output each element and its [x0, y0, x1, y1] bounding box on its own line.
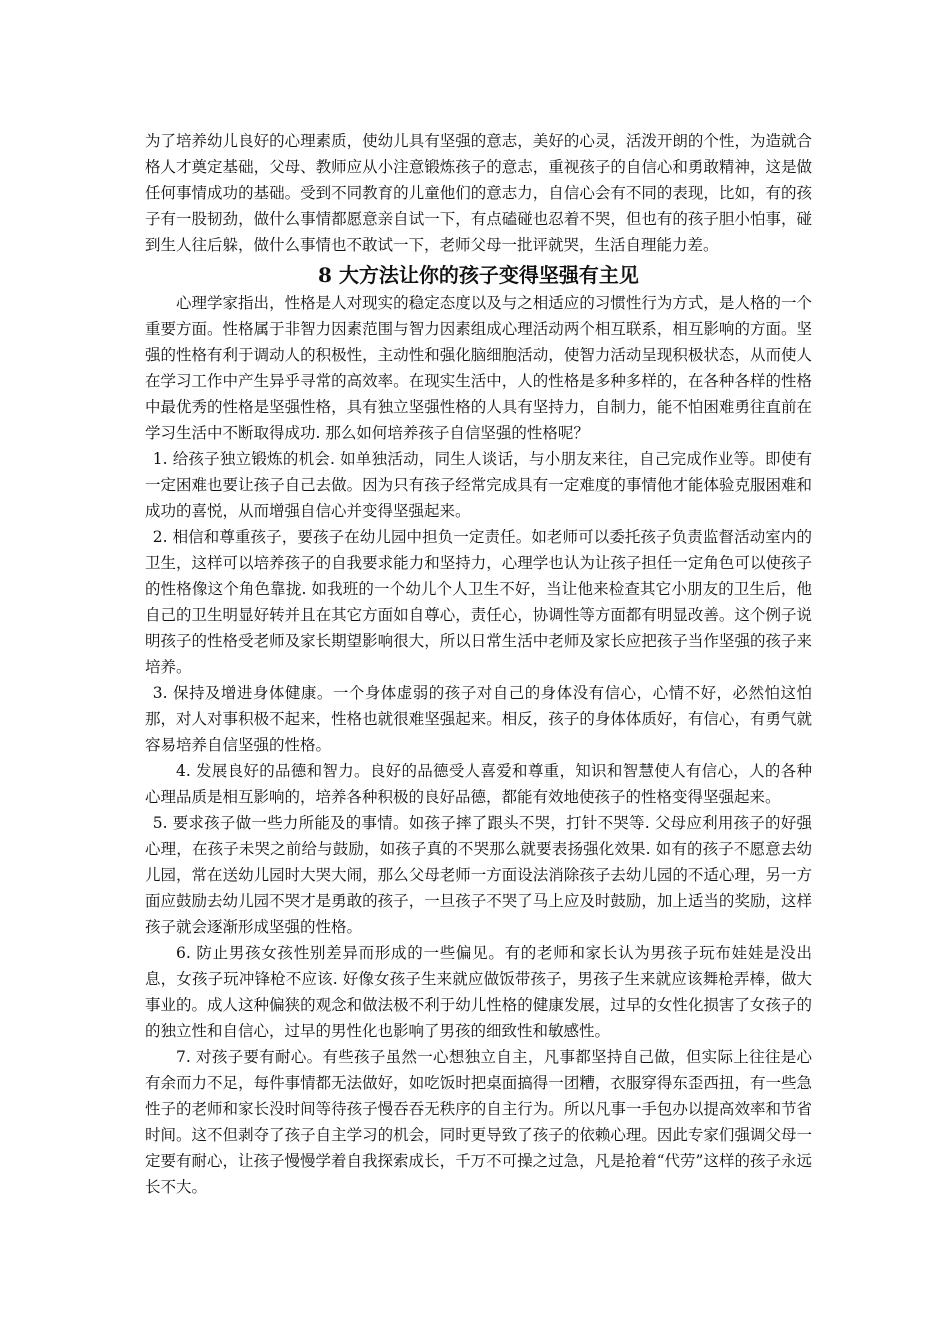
method-item-5: 5. 要求孩子做一些力所能及的事情。如孩子摔了跟头不哭，打针不哭等. 父母应利用孩子的好强心理，在孩子未哭之前给与鼓励，如孩子真的不哭那么就要表扬强化效果. 如有的孩子不愿意去幼儿园，常在送幼儿园时大哭大闹，那么父母老师一方面设法消除孩子去幼儿园的不适心理，另一方面应鼓励去幼儿园不哭才是勇敢的孩子，一旦孩子不哭了马上应及时鼓励，加上适当的奖励，这样孩子就会逐渐形成坚强的性格。 [145, 814, 812, 936]
intro-paragraph: 为了培养幼儿良好的心理素质，使幼儿具有坚强的意志，美好的心灵，活泼开朗的个性，为造就合格人才奠定基础，父母、教师应从小注意锻炼孩子的意志，重视孩子的自信心和勇敢精神，这是做任何事情成功的基础。受到不同教育的儿童他们的意志力，自信心会有不同的表现，比如，有的孩子有一股韧劲，做什么事情都愿意亲自试一下，有点磕碰也忍着不哭，但也有的孩子胆小怕事，碰到生人往后躲，做什么事情也不敢试一下，老师父母一批评就哭，生活自理能力差。 [145, 132, 812, 254]
article-title: 8 大方法让你的孩子变得坚强有主见 [318, 263, 639, 287]
method-item-3: 3. 保持及增进身体健康。一个身体虚弱的孩子对自己的身体没有信心，心情不好，必然怕这怕那，对人对事积极不起来，性格也就很难坚强起来。相反，孩子的身体体质好，有信心，有勇气就容易培养自信坚强的性格。 [145, 684, 812, 754]
method-item-4: 4. 发展良好的品德和智力。良好的品德受人喜爱和尊重，知识和智慧使人有信心，人的各种心理品质是相互影响的，培养各种积极的良好品德，都能有效地使孩子的性格变得坚强起来。 [145, 762, 812, 806]
document-page [145, 128, 812, 1200]
method-item-2: 2. 相信和尊重孩子，要孩子在幼儿园中担负一定责任。如老师可以委托孩子负责监督活动室内的卫生，这样可以培养孩子的自我要求能力和坚持力，心理学也认为让孩子担任一定角色可以使孩子的性格像这个角色靠拢. 如我班的一个幼儿个人卫生不好，当让他来检查其它小朋友的卫生后，他自己的卫生明显好转并且在其它方面如自尊心，责任心，协调性等方面都有明显改善。这个例子说明孩子的性格受老师及家长期望影响很大，所以日常生活中老师及家长应把孩子当作坚强的孩子来培养。 [145, 528, 812, 676]
method-item-7: 7. 对孩子要有耐心。有些孩子虽然一心想独立自主，凡事都坚持自己做，但实际上往往是心有余而力不足，每件事情都无法做好，如吃饭时把桌面搞得一团糟，衣服穿得东歪西扭，有一些急性子的老师和家长没时间等待孩子慢吞吞无秩序的自主行为。所以凡事一手包办以提高效率和节省时间。这不但剥夺了孩子自主学习的机会，同时更导致了孩子的依赖心理。因此专家们强调父母一定要有耐心，让孩子慢慢学着自我探索成长，千万不可操之过急，凡是抢着“代劳”这样的孩子永远长不大。 [145, 1048, 812, 1196]
method-item-1: 1. 给孩子独立锻炼的机会. 如单独活动，同生人谈话，与小朋友来往，自己完成作业等。即使有一定困难也要让孩子自己去做。因为只有孩子经常完成具有一定难度的事情他才能体验克服困难和成功的喜悦，从而增强自信心并变得坚强起来。 [145, 450, 812, 520]
lead-paragraph: 心理学家指出，性格是人对现实的稳定态度以及与之相适应的习惯性行为方式，是人格的一个重要方面。性格属于非智力因素范围与智力因素组成心理活动两个相互联系，相互影响的方面。坚强的性格有利于调动人的积极性，主动性和强化脑细胞活动，使智力活动呈现积极状态，从而使人在学习工作中产生异乎寻常的高效率。在现实生活中，人的性格是多种多样的，在各种各样的性格中最优秀的性格是坚强性格，具有独立坚强性格的人具有坚持力，自制力，能不怕困难勇往直前在学习生活中不断取得成功. 那么如何培养孩子自信坚强的性格呢？ [145, 294, 812, 442]
method-item-6: 6. 防止男孩女孩性别差异而形成的一些偏见。有的老师和家长认为男孩子玩布娃娃是没出息，女孩子玩冲锋枪不应该. 好像女孩子生来就应做饭带孩子，男孩子生来就应该舞枪弄棒，做大事业的。成人这种偏狭的观念和做法极不利于幼儿性格的健康发展，过早的女性化损害了女孩子的的独立性和自信心，过早的男性化也影响了男孩的细致性和敏感性。 [145, 944, 812, 1040]
